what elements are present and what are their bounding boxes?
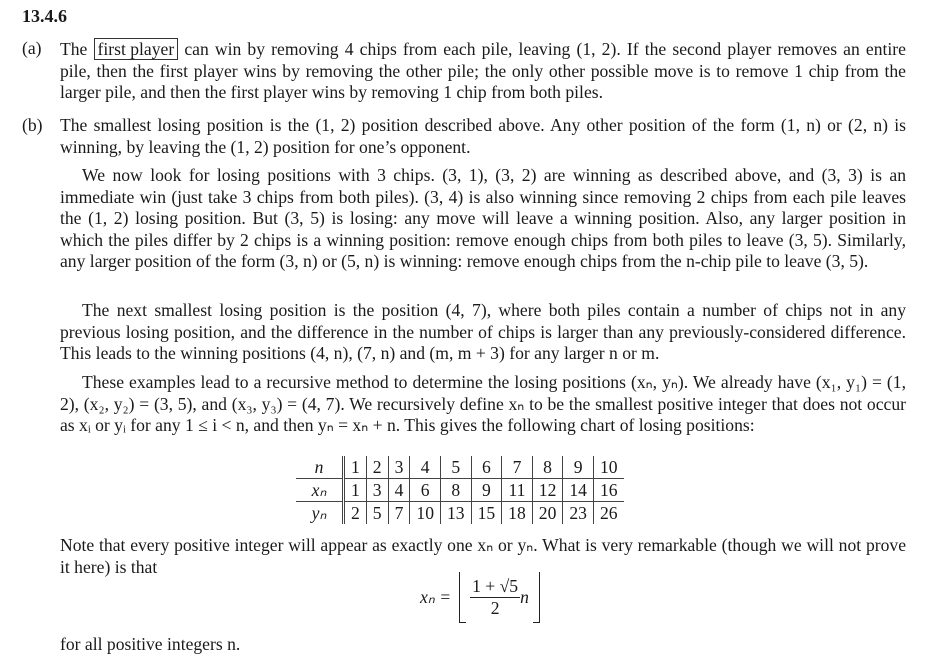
table-cell: 7 xyxy=(502,456,533,479)
part-a-label: (a) xyxy=(22,38,42,58)
table-cell: 6 xyxy=(471,456,502,479)
table-cell: 23 xyxy=(563,502,594,525)
table-cell: 7 xyxy=(388,502,410,525)
part-b-paragraph-1: The smallest losing position is the (1, 2) position described above. Any other position of the form (1, n) or (2, n) is winning, by leaving the (1, 2) position for one’s opponent. xyxy=(60,115,906,157)
table-cell: 4 xyxy=(410,456,441,479)
part-b-paragraph-3: The next smallest losing position is the position (4, 7), where both piles contain a number of chips not in any previous losing position, and the difference in the number of chips is larger than any previously-considered difference. This leads to the winning positions (4, n), (7, n) and (m, m + 3) for any larger n or m. xyxy=(60,300,906,363)
table-cell: 1 xyxy=(344,479,367,502)
table-row-x xyxy=(296,479,624,502)
table-cell: 15 xyxy=(471,502,502,525)
row-label: xₙ xyxy=(296,479,344,502)
table-cell: 14 xyxy=(563,479,594,502)
table-cell: 8 xyxy=(440,479,471,502)
fraction xyxy=(470,576,520,619)
table-row-y xyxy=(296,502,624,525)
part-a-text xyxy=(60,38,906,104)
table-cell: 12 xyxy=(532,479,563,502)
table-cell: 18 xyxy=(502,502,533,525)
table-cell: 26 xyxy=(593,502,623,525)
boxed-answer: first player xyxy=(94,38,179,60)
table-cell: 2 xyxy=(344,502,367,525)
part-a-body: can win by removing 4 chips from each pile, leaving (1, 2). If the second player removes an entire pile, then the first player wins by removing the other pile; the only other possible move is to remove 1 chip from the larger pile, and then the first player wins by removing 1 chip from both piles. xyxy=(60,39,906,102)
table-cell: 10 xyxy=(410,502,441,525)
table-cell: 6 xyxy=(410,479,441,502)
table-cell: 3 xyxy=(366,479,388,502)
formula-lhs: xₙ = xyxy=(420,587,452,607)
note-paragraph: Note that every positive integer will appear as exactly one xₙ or yₙ. What is very remarkable (though we will not prove it here) is that xyxy=(60,535,906,577)
row-label: n xyxy=(296,456,344,479)
fraction-denominator: 2 xyxy=(490,598,500,618)
table-cell: 10 xyxy=(593,456,623,479)
row-label: yₙ xyxy=(296,502,344,525)
table-cell: 1 xyxy=(351,456,360,477)
table-cell: 5 xyxy=(366,502,388,525)
table-cell: 9 xyxy=(563,456,594,479)
table-row-n xyxy=(296,456,624,479)
part-b-label: (b) xyxy=(22,115,43,135)
table-cell: 16 xyxy=(593,479,623,502)
table-cell: 8 xyxy=(532,456,563,479)
table-cell: 5 xyxy=(440,456,471,479)
table-cell: 3 xyxy=(388,456,410,479)
closing-line: for all positive integers n. xyxy=(60,634,241,654)
table-cell: 13 xyxy=(440,502,471,525)
formula-multiplier: n xyxy=(520,587,529,607)
part-b-paragraph-4: These examples lead to a recursive method to determine the losing positions (xₙ, yₙ). We already have (x₁, y₁) = (1, 2), (x₂, y₂) = (3, 5), and (x₃, y₃) = (4, 7). We recursively define xₙ to be the smallest positive integer that does not occur as xᵢ or yᵢ for any 1 ≤ i < n, and then yₙ = xₙ + n. This gives the following chart of losing positions: xyxy=(60,372,906,435)
floor-bracket-left xyxy=(459,572,466,623)
floor-bracket-right xyxy=(533,572,540,623)
table-cell: 2 xyxy=(366,456,388,479)
golden-ratio-formula xyxy=(420,572,540,623)
table-cell: 20 xyxy=(532,502,563,525)
part-b-paragraph-2: We now look for losing positions with 3 chips. (3, 1), (3, 2) are winning as described above, and (3, 3) is an immediate win (just take 3 chips from both piles). (3, 4) is also winning since removing 2 chips from each pile leaves the (1, 2) losing position. But (3, 5) is losing: any move will leave a winning position. Also, any larger position in which the piles differ by 2 chips is a winning position: remove enough chips from both piles to leave (3, 5). Similarly, any larger position of the form (3, n) or (5, n) is winning: remove enough chips from the n-chip pile to leave (3, 5). xyxy=(60,165,906,271)
exercise-number: 13.4.6 xyxy=(22,6,67,26)
losing-positions-table xyxy=(296,456,624,524)
part-a-lead: The xyxy=(60,39,88,59)
table-cell: 4 xyxy=(388,479,410,502)
fraction-numerator: 1 + √5 xyxy=(472,576,519,596)
table-cell: 9 xyxy=(471,479,502,502)
table-cell: 11 xyxy=(502,479,533,502)
